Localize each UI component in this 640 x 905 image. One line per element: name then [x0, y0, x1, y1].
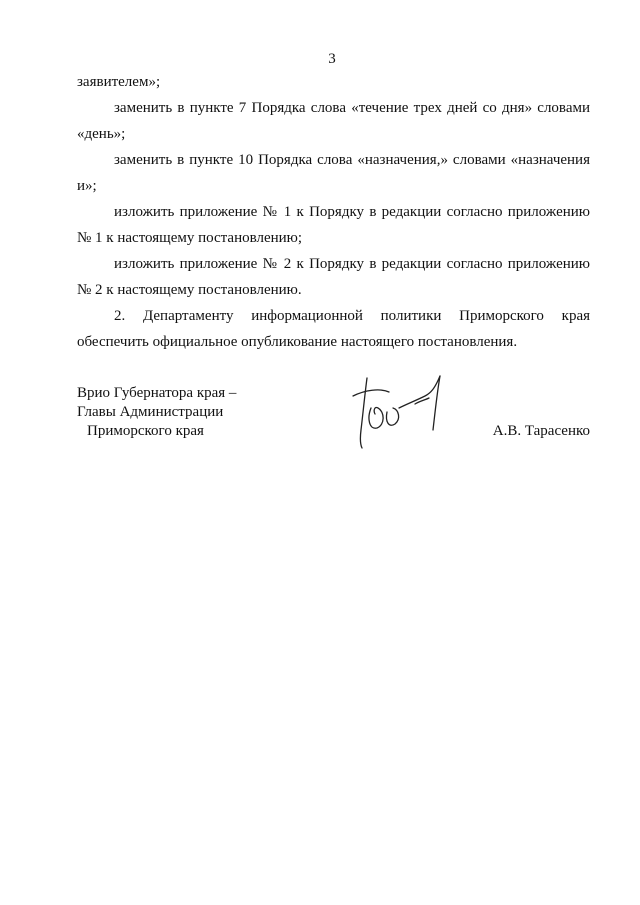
handwritten-signature [345, 368, 455, 458]
signature-block [77, 384, 590, 454]
signatory-name: А.В. Тарасенко [492, 423, 590, 439]
paragraph-2: заменить в пункте 7 Порядка слова «течение трех дней со дня» словами «день»; [77, 100, 590, 142]
signatory-title-line-2: Главы Администрации [77, 404, 224, 420]
paragraph-1: заявителем»; [77, 74, 161, 90]
paragraph-4: изложить приложение № 1 к Порядку в редакции согласно приложению № 1 к настоящему постановлению; [77, 204, 590, 246]
paragraph-6: 2. Департаменту информационной политики Приморского края обеспечить официальное опубликование настоящего постановления. [77, 308, 590, 350]
paragraph-3: заменить в пункте 10 Порядка слова «назначения,» словами «назначения и»; [77, 152, 590, 194]
signatory-title-line-1: Врио Губернатора края – [77, 385, 237, 401]
signatory-title [77, 384, 236, 441]
paragraph-5: изложить приложение № 2 к Порядку в редакции согласно приложению № 2 к настоящему постановлению. [77, 256, 590, 298]
document-body [77, 69, 590, 355]
page-number: 3 [328, 51, 336, 67]
signatory-title-line-3: Приморского края [87, 423, 204, 439]
